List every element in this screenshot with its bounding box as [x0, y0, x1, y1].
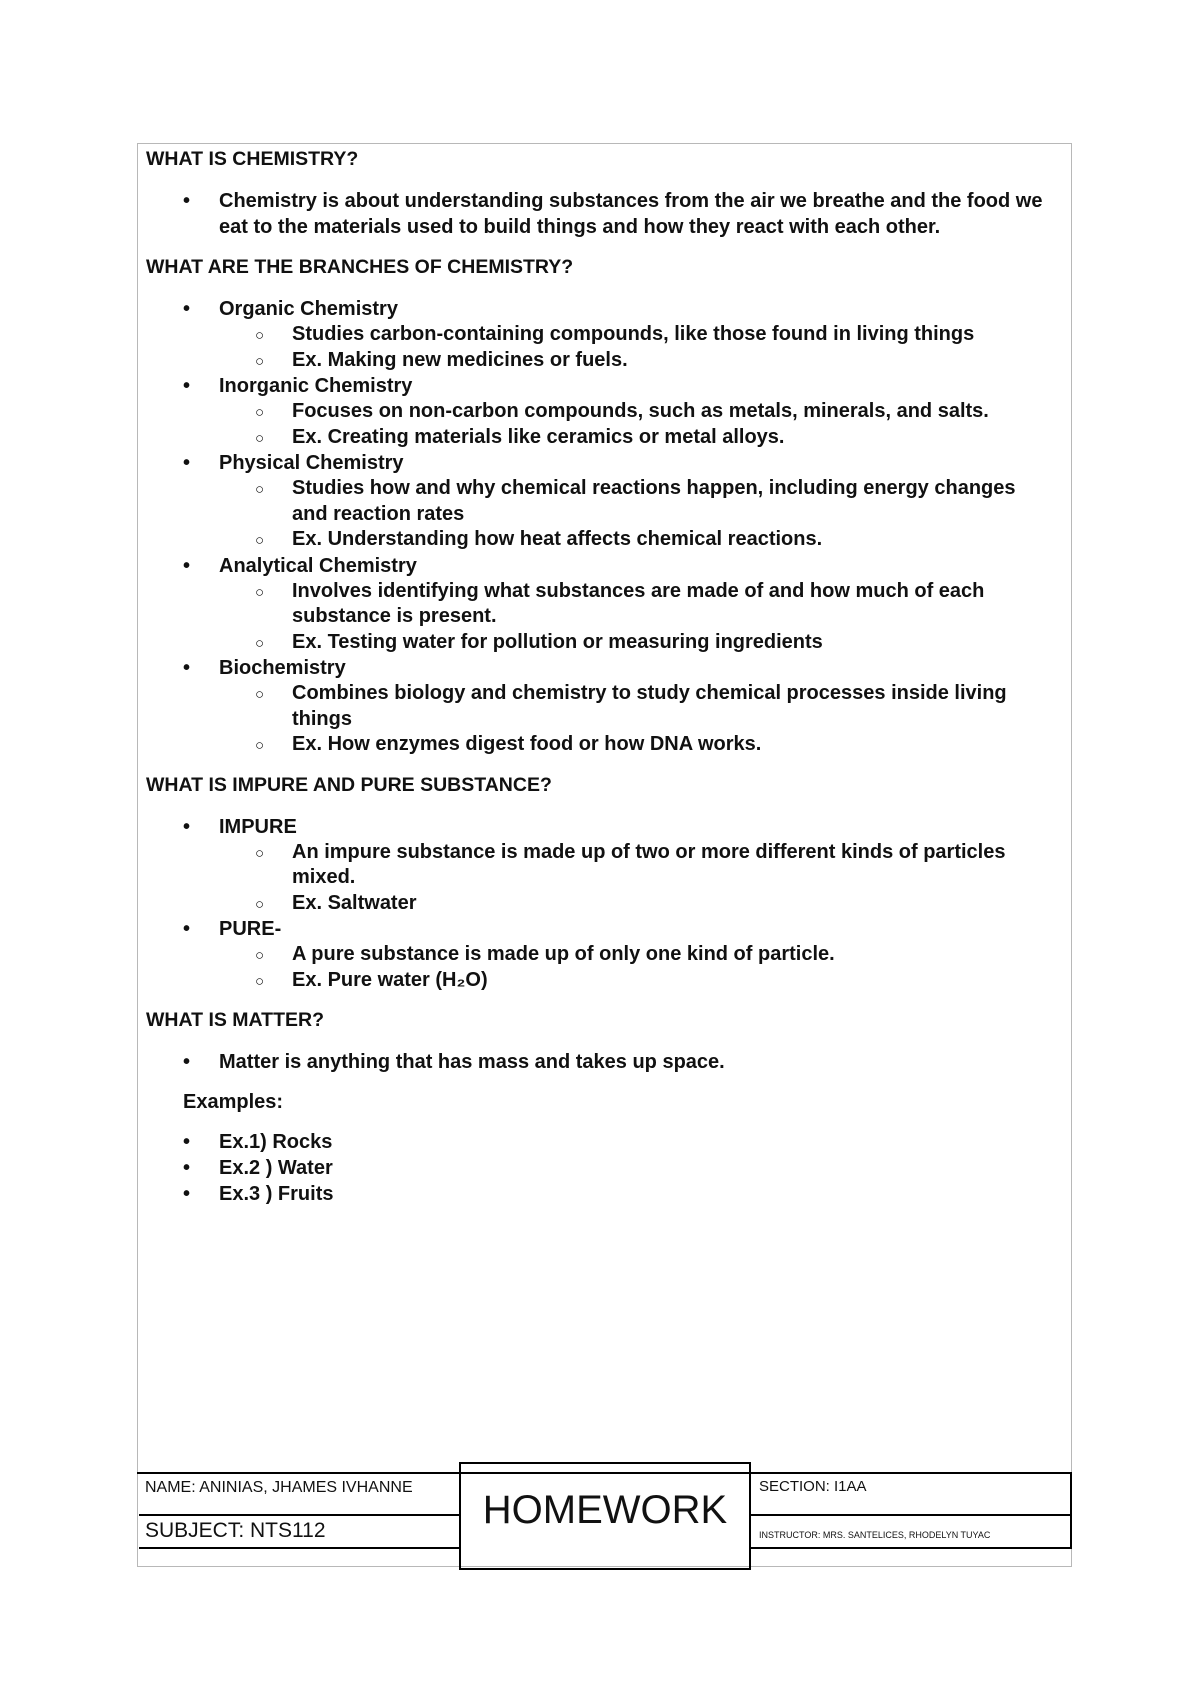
sub-item-text: An impure substance is made up of two or more different kinds of particles mixed.: [292, 840, 1006, 888]
section-heading: WHAT IS MATTER?: [146, 1009, 324, 1031]
list-item-text: Chemistry is about understanding substances from the air we breathe and the food we eat to the materials used to build things and how they react with each other.: [219, 190, 1043, 238]
bullet-list: [146, 188, 1066, 240]
list-item-text: Analytical Chemistry: [219, 554, 417, 577]
instructor-label: INSTRUCTOR: MRS. SANTELICES, RHODELYN TUYAC: [751, 1516, 1070, 1549]
sub-item-text: Ex. How enzymes digest food or how DNA works.: [292, 733, 762, 755]
bullet-icon: •: [183, 657, 191, 679]
example-text: Ex.2 ) Water: [219, 1157, 333, 1179]
bullet-icon: •: [183, 190, 191, 212]
circle-bullet-icon: ○: [255, 352, 265, 370]
list-item-text: Organic Chemistry: [219, 298, 398, 320]
list-item-text: IMPURE: [219, 815, 297, 838]
section-block: [146, 254, 1066, 758]
section-heading: WHAT IS CHEMISTRY?: [146, 148, 359, 170]
list-item-text: Matter is anything that has mass and takes up space.: [219, 1051, 725, 1073]
document-body: [146, 146, 1066, 1207]
sub-list-item: [146, 348, 1066, 374]
circle-bullet-icon: ○: [255, 844, 265, 862]
sub-list-item: [146, 891, 1066, 917]
list-item: [146, 188, 1066, 240]
sub-list-item: [146, 942, 1066, 968]
bullet-icon: •: [183, 1131, 191, 1153]
sub-list-item: [146, 840, 1066, 891]
sub-item-text: Studies how and why chemical reactions happen, including energy changes and reaction rates: [292, 477, 1016, 525]
sub-item-text: Ex. Understanding how heat affects chemical reactions.: [292, 528, 823, 550]
sub-list-item: [146, 322, 1066, 348]
list-item-text: Biochemistry: [219, 657, 346, 679]
sub-list-item: [146, 630, 1066, 656]
section-block: [146, 1007, 1066, 1207]
sub-item-text: Ex. Pure water (H₂O): [292, 968, 488, 991]
bullet-icon: •: [183, 1157, 191, 1179]
list-item-text: Physical Chemistry: [219, 452, 404, 474]
circle-bullet-icon: ○: [255, 327, 265, 344]
sub-list-item: [146, 476, 1066, 527]
bullet-icon: •: [183, 1051, 191, 1073]
circle-bullet-icon: ○: [255, 737, 265, 754]
sub-list-item: [146, 425, 1066, 451]
list-item-text: Inorganic Chemistry: [219, 375, 413, 397]
sub-item-text: Studies carbon-containing compounds, like those found in living things: [292, 323, 975, 345]
circle-bullet-icon: ○: [255, 895, 265, 913]
bullet-icon: •: [183, 1183, 191, 1205]
circle-bullet-icon: ○: [255, 404, 265, 421]
list-item: [146, 655, 1066, 681]
list-item: [146, 814, 1066, 840]
student-name: NAME: ANINIAS, JHAMES IVHANNE: [139, 1472, 459, 1516]
list-item: [146, 553, 1066, 579]
sub-list-item: [146, 399, 1066, 425]
bullet-list: [146, 814, 1066, 994]
circle-bullet-icon: ○: [255, 972, 265, 990]
examples-list: [146, 1129, 1066, 1207]
sub-item-text: Ex. Testing water for pollution or measuring ingredients: [292, 630, 823, 653]
sub-item-text: Ex. Saltwater: [292, 891, 417, 914]
list-item: [146, 296, 1066, 322]
bullet-list: [146, 1049, 1066, 1075]
bullet-icon: •: [183, 918, 191, 940]
sub-item-text: Ex. Creating materials like ceramics or metal alloys.: [292, 425, 785, 448]
bullet-icon: •: [183, 375, 191, 397]
section-heading: WHAT ARE THE BRANCHES OF CHEMISTRY?: [146, 256, 574, 278]
circle-bullet-icon: ○: [255, 583, 265, 601]
sub-item-text: Focuses on non-carbon compounds, such as metals, minerals, and salts.: [292, 400, 989, 422]
circle-bullet-icon: ○: [255, 532, 265, 549]
sub-item-text: Involves identifying what substances are made of and how much of each substance is present.: [292, 579, 985, 627]
footer-right: [751, 1472, 1072, 1549]
examples-label: Examples:: [183, 1091, 284, 1113]
sub-list-item: [146, 579, 1066, 630]
example-item: [146, 1129, 1066, 1155]
example-text: Ex.3 ) Fruits: [219, 1183, 334, 1205]
bullet-icon: •: [183, 452, 191, 474]
list-item: [146, 373, 1066, 399]
circle-bullet-icon: ○: [255, 634, 265, 652]
circle-bullet-icon: ○: [255, 429, 265, 447]
section-block: [146, 146, 1066, 240]
bullet-list: [146, 296, 1066, 758]
sub-list-item: [146, 732, 1066, 758]
bullet-icon: •: [183, 554, 191, 577]
list-item: [146, 450, 1066, 476]
sub-list-item: [146, 968, 1066, 994]
section-label: SECTION: I1AA: [751, 1472, 1070, 1516]
section-heading: WHAT IS IMPURE AND PURE SUBSTANCE?: [146, 773, 552, 796]
circle-bullet-icon: ○: [255, 686, 265, 703]
example-text: Ex.1) Rocks: [219, 1131, 333, 1153]
homework-title: HOMEWORK: [459, 1462, 751, 1570]
bullet-icon: •: [183, 298, 191, 320]
list-item: [146, 916, 1066, 942]
sub-item-text: Ex. Making new medicines or fuels.: [292, 348, 628, 371]
circle-bullet-icon: ○: [255, 481, 265, 498]
sub-item-text: Combines biology and chemistry to study chemical processes inside living things: [292, 682, 1007, 730]
sub-list-item: [146, 527, 1066, 553]
list-item: [146, 1049, 1066, 1075]
subject-code: SUBJECT: NTS112: [139, 1516, 459, 1549]
circle-bullet-icon: ○: [255, 947, 265, 964]
example-item: [146, 1181, 1066, 1207]
sub-item-text: A pure substance is made up of only one kind of particle.: [292, 943, 835, 965]
list-item-text: PURE-: [219, 918, 282, 940]
section-block: [146, 772, 1066, 994]
sub-list-item: [146, 681, 1066, 732]
footer-left: [139, 1472, 459, 1549]
example-item: [146, 1155, 1066, 1181]
bullet-icon: •: [183, 815, 191, 838]
